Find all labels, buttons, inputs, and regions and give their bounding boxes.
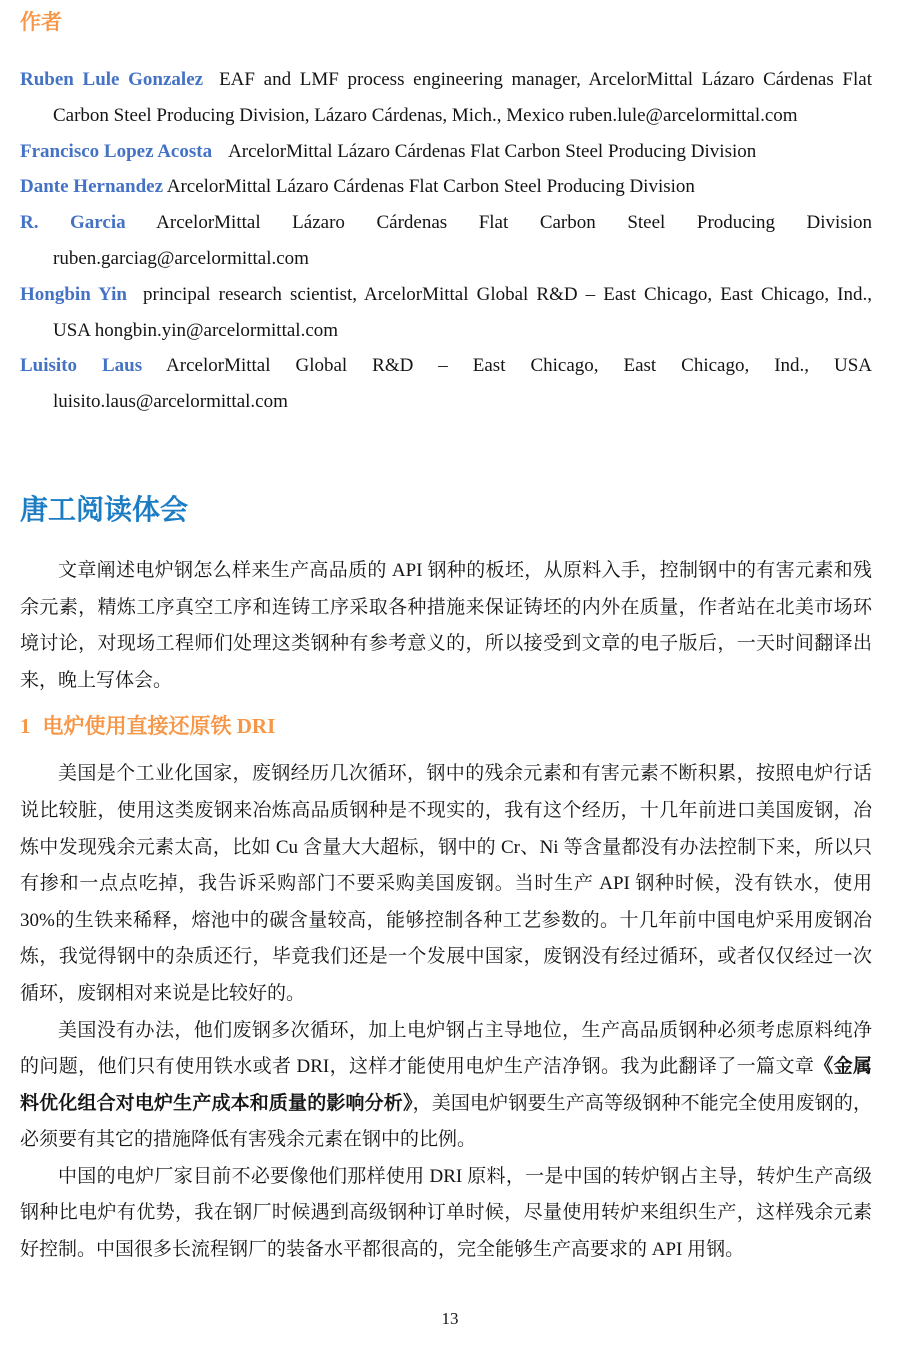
author-affiliation: principal research scientist, ArcelorMittal Global R&D – East Chicago, East Chicago, Ind., (143, 283, 872, 305)
author-entry (20, 62, 872, 134)
author-affiliation: ArcelorMittal Global R&D – East Chicago, East Chicago, Ind., USA (166, 355, 872, 377)
author-affiliation: Carbon Steel Producing Division, Lázaro Cárdenas, Mich., Mexico ruben.lule@arcelormittal.com (53, 104, 798, 126)
author-line (20, 348, 872, 384)
author-affiliation: ArcelorMittal Lázaro Cárdenas Flat Carbon Steel Producing Division (166, 176, 695, 198)
author-name: Hongbin Yin (20, 283, 128, 305)
author-entry (20, 277, 872, 349)
author-entry (20, 205, 872, 277)
author-name: Francisco Lopez Acosta (20, 140, 213, 162)
paragraph: 美国是个工业化国家，废钢经历几次循环，钢中的残余元素和有害元素不断积累，按照电炉行话说比较脏，使用这类废钢来冶炼高品质钢种是不现实的，我有这个经历，十几年前进口美国废钢，冶炼中发现残余元素太高，比如 Cu 含量大大超标，钢中的 Cr、Ni 等含量都没有办法控制下来，所以只有掺和一点点吃掉，我告诉采购部门不要采购美国废钢。当时生产 API 钢种时候，没有铁水，使用 30%的生铁来稀释，熔池中的碳含量较高，能够控制各种工艺参数的。十几年前中国电炉采用废钢冶炼，我觉得钢中的杂质还行，毕竟我们还是一个发展中国家，废钢没有经过循环，或者仅仅经过一次循环，废钢相对来说是比较好的。 (20, 763, 872, 1004)
author-affiliation: EAF and LMF process engineering manager, ArcelorMittal Lázaro Cárdenas Flat (219, 69, 872, 90)
section-1-heading (20, 711, 872, 742)
author-affiliation: ArcelorMittal Lázaro Cárdenas Flat Carbon Steel Producing Division (228, 140, 757, 162)
author-entry (20, 348, 872, 420)
paragraph-text: 美国没有办法，他们废钢多次循环，加上电炉钢占主导地位，生产高品质钢种必须考虑原料纯净的问题，他们只有使用铁水或者 DRI，这样才能使用电炉生产洁净钢。我为此翻译了一篇文章 (20, 1019, 872, 1078)
authors-heading: 作者 (20, 10, 62, 34)
author-name: Luisito Laus (20, 355, 143, 377)
author-line (20, 62, 872, 98)
author-name: Ruben Lule Gonzalez (20, 69, 204, 90)
author-entry (20, 169, 872, 205)
book-title: 《金属料优化组合对电炉生产成本和质量的影响分析》 (20, 1056, 872, 1114)
authors-list (20, 62, 872, 420)
reading-notes-heading: 唐工阅读体会 (20, 494, 189, 526)
author-affiliation: ArcelorMittal Lázaro Cárdenas Flat Carbon Steel Producing Division (156, 212, 872, 234)
paragraph: 中国的电炉厂家目前不必要像他们那样使用 DRI 原料，一是中国的转炉钢占主导，转炉生产高级钢种比电炉有优势，我在钢厂时候遇到高级钢种订单时候，尽量使用转炉来组织生产，这样残余元素好控制。中国很多长流程钢厂的装备水平都很高的，完全能够生产高要求的 API 用钢。 (20, 1165, 872, 1261)
author-email: ruben.garciag@arcelormittal.com (53, 247, 309, 269)
intro-paragraph: 文章阐述电炉钢怎么样来生产高品质的 API 钢种的板坯，从原料入手，控制钢中的有害元素和残余元素，精炼工序真空工序和连铸工序采取各种措施来保证铸坯的内外在质量，作者站在北美市场环境讨论，对现场工程师们处理这类钢种有参考意义的，所以接受到文章的电子版后，一天时间翻译出来，晚上写体会。 (20, 559, 872, 691)
section-title: 电炉使用直接还原铁 DRI (42, 714, 276, 739)
author-line (20, 169, 872, 205)
author-line (20, 205, 872, 241)
section-number: 1 (20, 714, 31, 739)
author-name: Dante Hernandez (20, 176, 164, 198)
author-line (20, 277, 872, 313)
paragraph (20, 1013, 872, 1159)
author-affiliation: USA hongbin.yin@arcelormittal.com (53, 319, 339, 341)
author-email: luisito.laus@arcelormittal.com (53, 391, 288, 413)
author-line (20, 134, 872, 170)
paragraph-text: ，美国电炉钢要生产高等级钢种不能完全使用废钢的，必须要有其它的措施降低有害残余元素在钢中的比例。 (20, 1092, 872, 1151)
author-entry (20, 134, 872, 170)
author-name: R. Garcia (20, 212, 126, 234)
page-number: 13 (441, 1309, 459, 1328)
